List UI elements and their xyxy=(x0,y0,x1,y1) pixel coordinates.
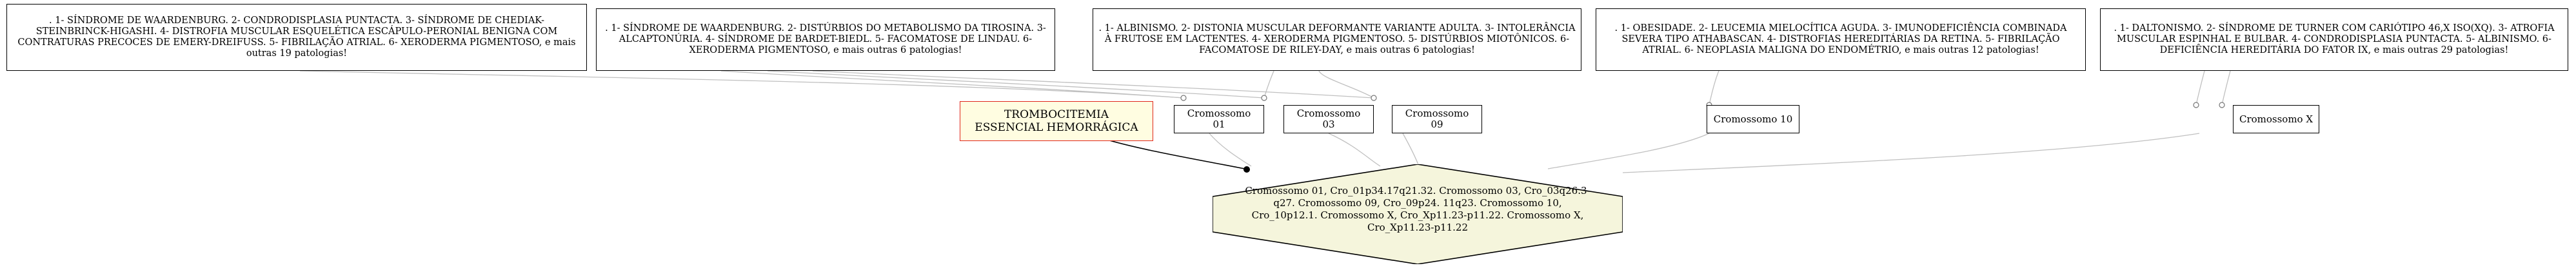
chromosome-label: Cromossomo 03 xyxy=(1296,108,1361,130)
edge-chrom03-note2 xyxy=(768,71,1264,98)
edge-dot xyxy=(2194,102,2199,108)
pathology-note-5 xyxy=(2100,8,2568,71)
pathology-note-text: . 1- SÍNDROME DE WAARDENBURG. 2- DISTÚRBIOS DO METABOLISMO DA TIROSINA. 3- ALCAPTONÚRIA. 4- SÍNDROME DE BARDET-BIEDL. 5- FACOMATOSE DE LINDAU. 6- XERODERMA PIGMENTOSO, e mais outras 6 patologias! xyxy=(605,23,1046,55)
chromosome-node xyxy=(1707,105,1799,133)
pathology-note-3 xyxy=(1093,8,1581,71)
chromosome-label: Cromossomo 10 xyxy=(1713,113,1793,125)
pathology-note-1 xyxy=(6,4,587,71)
edge-chrom10-loc xyxy=(1548,133,1709,169)
pathology-note-text: . 1- DALTONISMO. 2- SÍNDROME DE TURNER COM CARIÓTIPO 46,X ISO(XQ). 3- ATROFIA MUSCULAR ESPINHAL E BULBAR. 4- CONDRODISPLASIA PUNTACTA. 5- ALBINISMO. 6- DEFICIÊNCIA HEREDITÁRIA DO FATOR IX, e mais outras 29 patologias! xyxy=(2114,23,2555,55)
pathology-note-text: . 1- ALBINISMO. 2- DISTONIA MUSCULAR DEFORMANTE VARIANTE ADULTA. 3- INTOLERÂNCIA À FRUTOSE EM LACTENTES. 4- XERODERMA PIGMENTOSO. 5- DISTÚRBIOS MIOTÔNICOS. 6- FACOMATOSE DE RILEY-DAY, e mais outras 6 patologias! xyxy=(1098,23,1576,55)
location-text: Cromossomo 01, Cro_01p34.17q21.32. Cromossomo 03, Cro_03q26.3-q27. Cromossomo 09, Cro_09p24. 11q23. Cromossomo 10, Cro_10p12.1. Cromossomo X, Cro_Xp11.23-p11.22. Cromossomo X, Cro_Xp11.23-p11.22 xyxy=(1245,185,1590,233)
pathology-note-text: . 1- SÍNDROME DE WAARDENBURG. 2- CONDRODISPLASIA PUNTACTA. 3- SÍNDROME DE CHEDIAK-STEINBRINCK-HIGASHI. 4- DISTROFIA MUSCULAR ESQUELÉTICA ESCÁPULO-PERONIAL BENIGNA COM CONTRATURAS PRECOCES DE EMERY-DREIFUSS. 5- FIBRILAÇÃO ATRIAL. 6- XERODERMA PIGMENTOSO, e mais outras 19 patologias! xyxy=(17,15,576,59)
chromosome-label: Cromossomo 09 xyxy=(1405,108,1469,130)
pathology-note-2 xyxy=(596,8,1055,71)
edge-dot xyxy=(1262,95,1267,100)
edge-chrom09-note3 xyxy=(1319,71,1374,98)
edge-chrom03-note3 xyxy=(1264,71,1274,98)
chromosome-node xyxy=(2233,105,2319,133)
edge-dot xyxy=(1181,95,1186,100)
edge-chrom09-loc xyxy=(1403,133,1419,166)
chromosome-node xyxy=(1392,105,1482,133)
chromosome-node xyxy=(1283,105,1374,133)
edge-chrom01-note1 xyxy=(300,71,1184,98)
edge-dot xyxy=(2219,102,2224,108)
edge-chromX-note5 xyxy=(2196,71,2204,105)
disease-node xyxy=(960,101,1153,141)
chromosome-label: Cromossomo X xyxy=(2239,113,2313,125)
edge-chromX-loc xyxy=(1623,133,2199,173)
chromosome-label: Cromossomo 01 xyxy=(1187,108,1251,130)
edge-dot xyxy=(1371,95,1376,100)
edge-chrom10-note4 xyxy=(1709,71,1719,105)
disease-label: TROMBOCITEMIA ESSENCIAL HEMORRÁGICA xyxy=(975,108,1138,134)
edge-chromX-note5b xyxy=(2222,71,2230,105)
chromosome-node xyxy=(1174,105,1264,133)
pathology-note-text: . 1- OBESIDADE. 2- LEUCEMIA MIELOCÍTICA AGUDA. 3- IMUNODEFICIÊNCIA COMBINADA SEVERA TIPO ATHABASCAN. 4- DISTROFIAS HEREDITÁRIAS DA RETINA. 5- FIBRILAÇÃO ATRIAL. 6- NEOPLASIA MALIGNA DO ENDOMÉTRIO, e mais outras 12 patologias! xyxy=(1614,23,2067,55)
edge-chrom03-loc xyxy=(1329,133,1380,166)
pathology-note-4 xyxy=(1596,8,2086,71)
edge-chrom01-loc xyxy=(1209,133,1251,166)
